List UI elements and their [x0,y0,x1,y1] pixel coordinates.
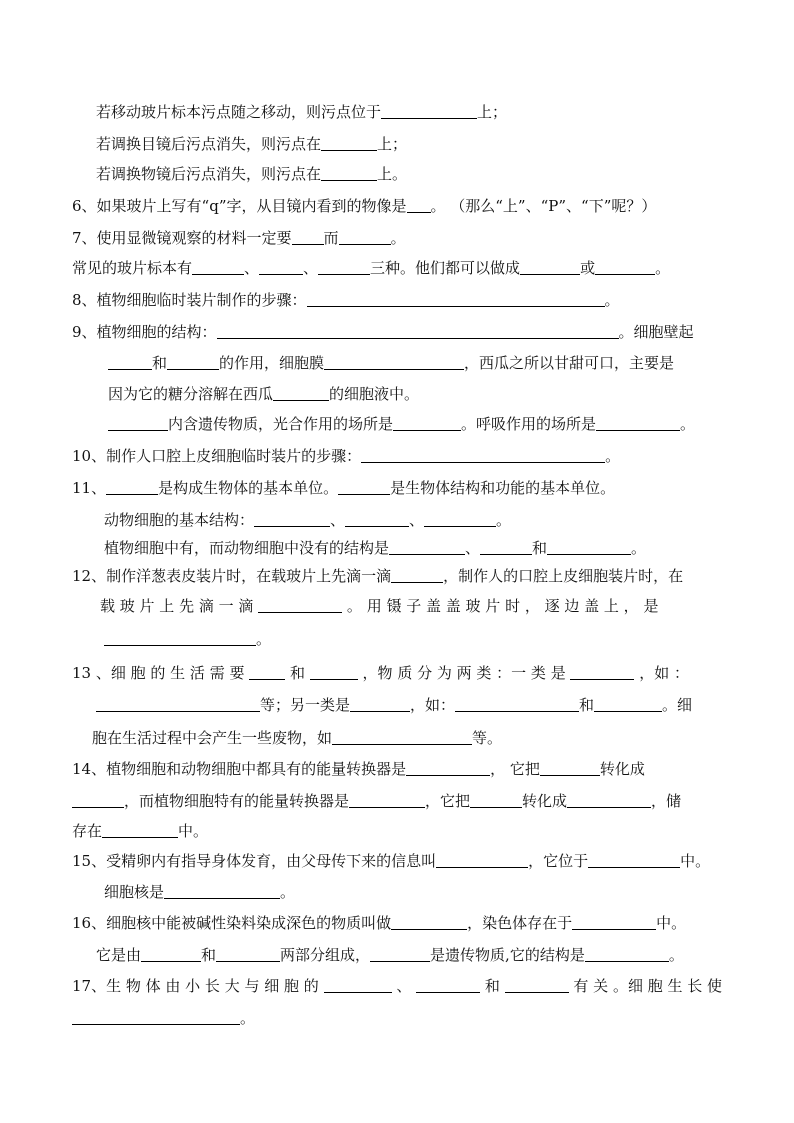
question-text: 和 [532,539,548,557]
answer-blank[interactable] [259,259,303,275]
answer-blank[interactable] [470,792,522,808]
question-text: 、 [244,259,260,277]
answer-blank[interactable] [321,135,377,151]
worksheet-line [0,101,794,123]
worksheet-line [0,413,794,435]
question-text: 7、使用显微镜观察的材料一定要 [72,229,292,247]
question-text: 的作用，细胞膜 [219,354,325,372]
question-text: 。 [680,415,696,433]
question-text: 是遗传物质,它的结构是 [430,946,585,964]
answer-blank[interactable] [104,630,256,646]
question-text: 。 （那么“上”、“P”、“下”呢？） [430,197,657,215]
worksheet-line [0,163,794,185]
answer-blank[interactable] [407,197,431,213]
question-text: 10、制作人口腔上皮细胞临时装片的步骤： [72,447,362,465]
worksheet-line [0,509,794,531]
answer-blank[interactable] [391,567,443,583]
answer-blank[interactable] [318,259,370,275]
answer-blank[interactable] [547,539,631,555]
question-text: 植物细胞中有，而动物细胞中没有的结构是 [104,539,390,557]
worksheet-line [0,352,794,374]
answer-blank[interactable] [332,729,472,745]
question-text: 11、 [72,479,107,497]
answer-blank[interactable] [324,354,464,370]
question-text: 是构成生物体的基本单位。 [158,479,339,497]
question-text: 胞在生活过程中会产生一些废物，如 [92,729,333,747]
question-text: 。 [668,946,684,964]
answer-blank[interactable] [350,696,410,712]
answer-blank[interactable] [391,914,467,930]
answer-blank[interactable] [585,946,669,962]
question-text: 。 [280,883,296,901]
question-text: 6、如果玻片上写有“q”字，从目镜内看到的物像是 [72,197,407,215]
answer-blank[interactable] [216,946,280,962]
worksheet-line [0,881,794,903]
question-text: ，物 质 分 为 两 类 ：一 类 是 [357,664,571,682]
question-text: ，储 [651,792,682,810]
question-text: 。 用 镊 子 盖 盖 玻 片 时 ， 逐 边 盖 上 ， 是 [342,597,659,615]
answer-blank[interactable] [217,323,619,339]
question-text: 有 关 。细 胞 生 长 使 [568,977,723,995]
question-text: 。细 [662,696,693,714]
question-text: 和 [201,946,217,964]
question-text: 、 [330,511,346,529]
question-text: 上； [377,135,408,153]
worksheet-line [0,227,794,249]
worksheet-line [0,758,794,780]
worksheet-line [0,975,794,997]
question-text: 中。 [178,822,209,840]
worksheet-line [0,790,794,812]
question-text: ，而植物细胞特有的能量转换器是 [124,792,350,810]
answer-blank[interactable] [141,946,201,962]
answer-blank[interactable] [249,664,285,680]
question-text: ，它把 [425,792,471,810]
worksheet-line [0,944,794,966]
answer-blank[interactable] [167,354,219,370]
worksheet-line [0,445,794,467]
answer-blank[interactable] [596,415,680,431]
question-text: 。细胞壁起 [618,323,694,341]
question-text: 和 [285,664,310,682]
question-text: 因为它的糖分溶解在西瓜 [108,385,274,403]
answer-blank[interactable] [349,792,425,808]
question-text: 或 [580,259,596,277]
question-text: 若调换目镜后污点消失，则污点在 [96,135,322,153]
question-text: 。 [605,447,621,465]
answer-blank[interactable] [273,385,329,401]
question-text: 12、制作洋葱表皮装片时，在载玻片上先滴一滴 [72,567,392,585]
worksheet-line [0,257,794,279]
question-text: 动物细胞的基本结构： [104,511,255,529]
question-text: 和 [480,977,505,995]
question-text: 若移动玻片标本污点随之移动，则污点位于 [96,103,382,121]
answer-blank[interactable] [381,103,477,119]
answer-blank[interactable] [324,977,392,993]
question-text: 细胞核是 [104,883,165,901]
worksheet-line [0,850,794,872]
answer-blank[interactable] [310,664,358,680]
question-text: 是生物体结构和功能的基本单位。 [390,479,616,497]
worksheet-line [0,321,794,343]
answer-blank[interactable] [424,511,496,527]
question-text: 、 [409,511,425,529]
question-text: 15、受精卵内有指导身体发育，由父母传下来的信息叫 [72,852,437,870]
worksheet-line [0,1007,794,1029]
question-text: 内含遗传物质，光合作用的场所是 [168,415,394,433]
answer-blank[interactable] [164,883,280,899]
answer-blank[interactable] [540,760,600,776]
question-text: 和 [152,354,168,372]
worksheet-line [0,662,794,684]
question-text: 。 [496,511,512,529]
question-text: 9、植物细胞的结构： [72,323,217,341]
answer-blank[interactable] [96,696,260,712]
answer-blank[interactable] [570,664,634,680]
answer-blank[interactable] [393,415,461,431]
worksheet-line [0,383,794,405]
question-text: 、 [303,259,319,277]
question-text: 14、植物细胞和动物细胞中都具有的能量转换器是 [72,760,407,778]
answer-blank[interactable] [389,539,465,555]
question-text: ，西瓜之所以甘甜可口，主要是 [464,354,675,372]
question-text: 若调换物镜后污点消失，则污点在 [96,165,322,183]
question-text: 转化成 [599,760,645,778]
question-text: 和 [579,696,595,714]
question-text: 转化成 [522,792,568,810]
question-text: 中。 [680,852,711,870]
question-text: 常见的玻片标本有 [72,259,193,277]
answer-blank[interactable] [594,696,662,712]
answer-blank[interactable] [567,792,651,808]
question-text: 。 [256,630,272,648]
worksheet-line [0,133,794,155]
answer-blank[interactable] [258,597,342,613]
question-text: 。 [604,291,620,309]
worksheet-line [0,477,794,499]
question-text: ，制作人的口腔上皮细胞装片时，在 [443,567,684,585]
question-text: ，如 ： [634,664,690,682]
question-text: 的细胞液中。 [329,385,420,403]
answer-blank[interactable] [106,479,158,495]
worksheet-line [0,628,794,650]
question-text: 。呼吸作用的场所是 [461,415,597,433]
answer-blank[interactable] [292,229,324,245]
answer-blank[interactable] [520,259,580,275]
worksheet-line [0,727,794,749]
answer-blank[interactable] [455,696,579,712]
worksheet-line [0,195,794,217]
answer-blank[interactable] [254,511,330,527]
question-text: 等。 [472,729,503,747]
answer-blank[interactable] [108,415,168,431]
question-text: 8、植物细胞临时装片制作的步骤： [72,291,307,309]
worksheet-line [0,537,794,559]
answer-blank[interactable] [72,792,124,808]
question-text: 存在 [72,822,103,840]
answer-blank[interactable] [370,946,430,962]
question-text: ，它位于 [528,852,589,870]
question-text: 13 、细 胞 的 生 活 需 要 [72,664,250,682]
question-text: ，染色体存在于 [467,914,573,932]
question-text: 两部分组成， [280,946,371,964]
answer-blank[interactable] [480,539,532,555]
worksheet-line [0,565,794,587]
question-text: 中。 [656,914,687,932]
question-text: 。 [655,259,671,277]
answer-blank[interactable] [102,822,178,838]
answer-blank[interactable] [345,511,409,527]
worksheet-line [0,694,794,716]
answer-blank[interactable] [588,852,680,868]
question-text: 、 [465,539,481,557]
answer-blank[interactable] [361,447,605,463]
answer-blank[interactable] [572,914,656,930]
question-text: 三种。他们都可以做成 [370,259,521,277]
answer-blank[interactable] [72,1009,240,1025]
question-text: ， 它把 [490,760,540,778]
answer-blank[interactable] [436,852,528,868]
worksheet-line [0,595,794,617]
answer-blank[interactable] [192,259,244,275]
question-text: 等；另一类是 [260,696,351,714]
answer-blank[interactable] [307,291,605,307]
answer-blank[interactable] [505,977,569,993]
question-text: ，如： [410,696,456,714]
question-text: 。 [240,1009,256,1027]
question-text: 上。 [377,165,408,183]
answer-blank[interactable] [416,977,480,993]
question-text: 、 [391,977,417,995]
question-text: 它是由 [96,946,142,964]
answer-blank[interactable] [338,479,390,495]
answer-blank[interactable] [406,760,490,776]
answer-blank[interactable] [595,259,655,275]
worksheet-line [0,820,794,842]
answer-blank[interactable] [108,354,152,370]
question-text: 16、细胞核中能被碱性染料染成深色的物质叫做 [72,914,392,932]
question-text: 而 [323,229,339,247]
answer-blank[interactable] [321,165,377,181]
worksheet-line [0,289,794,311]
worksheet-line [0,912,794,934]
question-text: 。 [390,229,406,247]
question-text: 。 [631,539,647,557]
question-text: 上； [477,103,508,121]
question-text: 17、生 物 体 由 小 长 大 与 细 胞 的 [72,977,324,995]
question-text: 载 玻 片 上 先 滴 一 滴 [100,597,259,615]
answer-blank[interactable] [339,229,391,245]
